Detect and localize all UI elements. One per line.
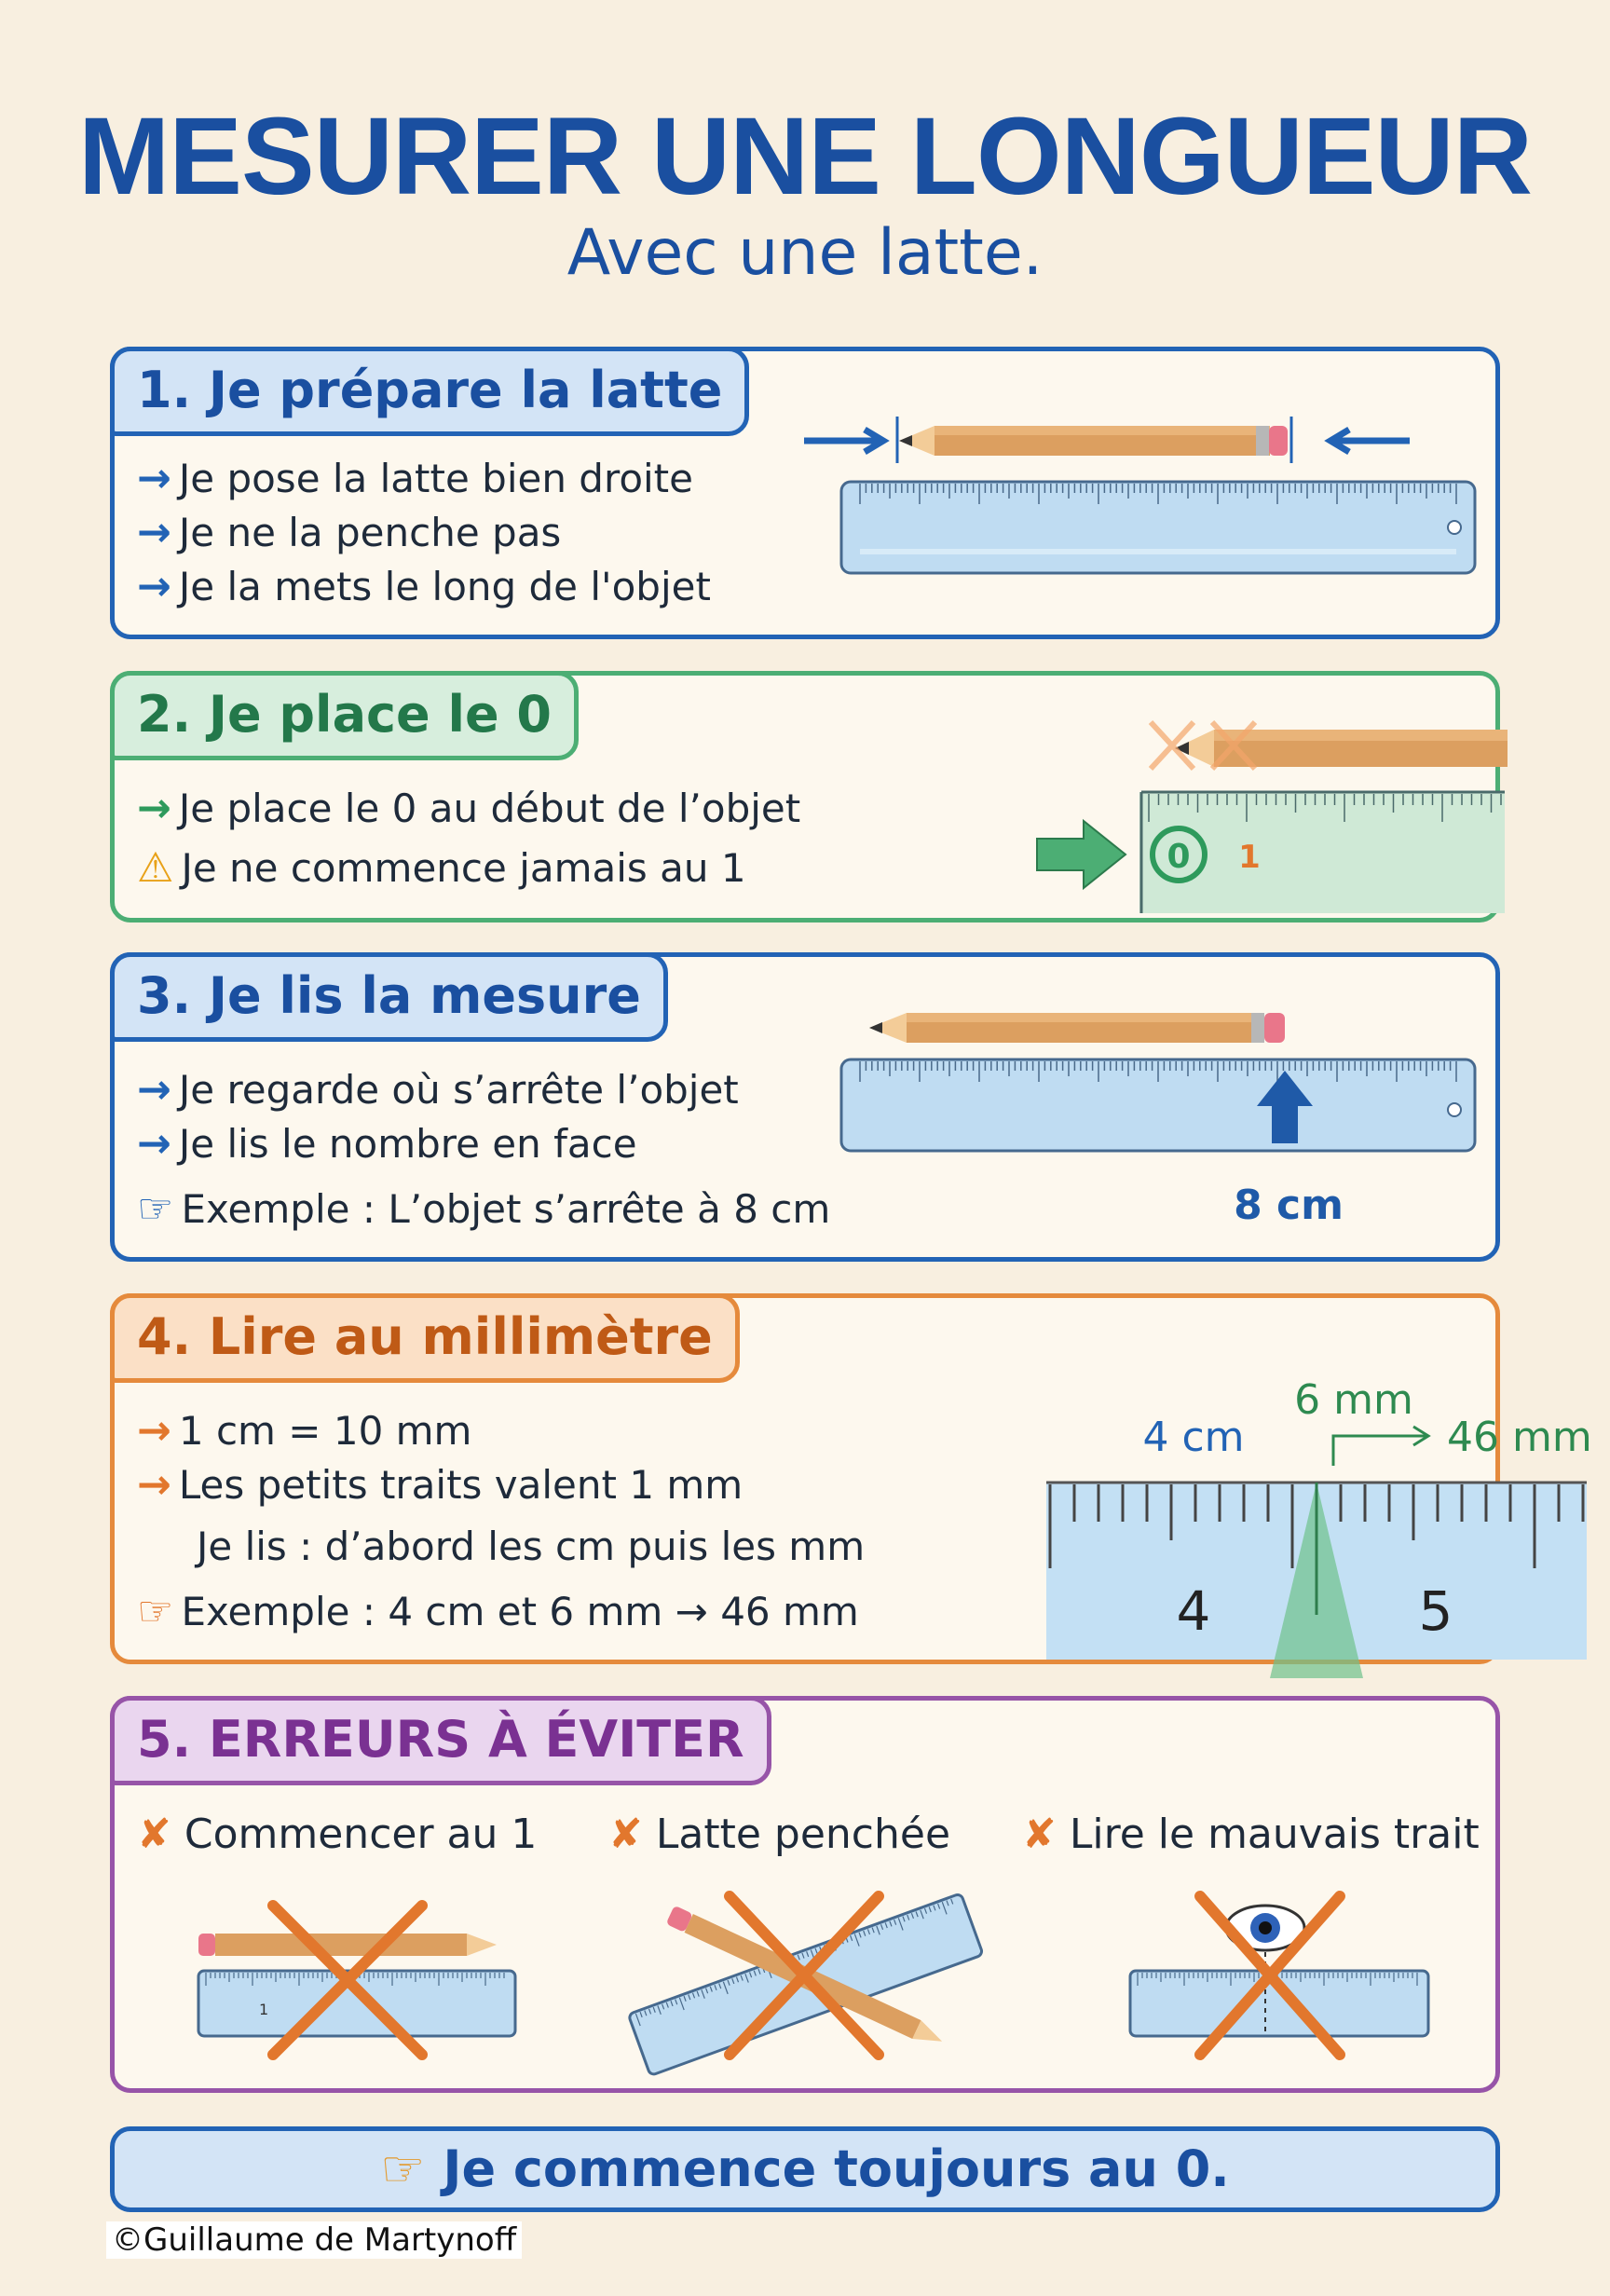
error-item: ✘ Commencer au 1 — [137, 1811, 538, 1858]
list-item: → 1 cm = 10 mm — [137, 1407, 472, 1455]
tick-label-5: 5 — [1418, 1579, 1453, 1643]
section-4-title: 4. Lire au millimètre — [110, 1293, 740, 1383]
page-title: MESURER UNE LONGUEUR — [78, 95, 1532, 218]
svg-text:1: 1 — [259, 2001, 269, 2018]
right-arrow-icon: → — [137, 509, 171, 556]
ruler-label-one: 1 — [1238, 839, 1261, 876]
example: ☞ Exemple : L’objet s’arrête à 8 cm — [137, 1185, 831, 1233]
section-2-title: 2. Je place le 0 — [110, 671, 579, 760]
list-item: ⚠ Je ne commence jamais au 1 — [137, 844, 746, 892]
credit: ©Guillaume de Martynoff — [106, 2221, 522, 2259]
section-prepare-ruler — [110, 347, 1500, 639]
right-arrow-icon: → — [137, 1066, 171, 1114]
section-3-title: 3. Je lis la mesure — [110, 952, 668, 1042]
reminder-banner: ☞ Je commence toujours au 0. — [110, 2126, 1500, 2212]
cross-icon: ✘ — [137, 1811, 171, 1858]
error-tilted-ruler — [618, 1878, 990, 2073]
section-1-title: 1. Je prépare la latte — [110, 347, 749, 436]
list-item: → Je ne la penche pas — [137, 509, 562, 556]
ruler-label-zero: 0 — [1167, 838, 1191, 876]
pencil — [899, 426, 1288, 456]
error-item: ✘ Latte penchée — [608, 1811, 951, 1858]
section-errors — [110, 1696, 1500, 2093]
millimeter-diagram — [935, 1335, 1592, 1661]
ruler — [841, 1059, 1475, 1151]
list-item: Je lis : d’abord les cm puis les mm — [197, 1524, 866, 1569]
error-item: ✘ Lire le mauvais trait — [1022, 1811, 1480, 1858]
list-item: → Je lis le nombre en face — [137, 1120, 637, 1168]
section-millimeter — [110, 1293, 1592, 1664]
example: ☞ Exemple : 4 cm et 6 mm → 46 mm — [137, 1588, 859, 1635]
right-arrow-icon — [1037, 821, 1126, 888]
cm-label: 4 cm — [1142, 1414, 1245, 1461]
list-item: → Je la mets le long de l'objet — [137, 563, 711, 610]
right-arrow-icon: → — [137, 455, 171, 502]
right-arrow-icon: → — [137, 1120, 171, 1168]
right-arrow-icon: → — [137, 1461, 171, 1509]
cross-icon: ✘ — [608, 1811, 643, 1858]
section-place-zero — [110, 671, 1500, 922]
section-read-measure — [110, 952, 1500, 1262]
pointing-hand-icon: ☞ — [137, 1588, 174, 1635]
section-5-title: 5. ERREURS À ÉVITER — [110, 1696, 771, 1785]
ruler — [841, 482, 1475, 573]
pointing-hand-icon: ☞ — [137, 1185, 174, 1233]
tick-label-4: 4 — [1176, 1579, 1211, 1643]
mm-label: 6 mm — [1294, 1376, 1413, 1424]
right-arrow-icon: → — [137, 563, 171, 610]
page-subtitle: Avec une latte. — [566, 216, 1044, 290]
ruler-pencil-illustration — [776, 407, 1466, 594]
measure-illustration — [776, 994, 1466, 1246]
right-arrow-icon: → — [137, 1407, 171, 1455]
warning-icon: ⚠ — [137, 844, 174, 892]
pencil — [869, 1013, 1285, 1043]
list-item: → Je pose la latte bien droite — [137, 455, 693, 502]
error-wrong-line — [1121, 1887, 1438, 2073]
pointing-hand-icon: ☞ — [380, 2139, 426, 2198]
total-label: 46 mm — [1447, 1414, 1592, 1461]
cross-icon: ✘ — [1022, 1811, 1057, 1858]
list-item: → Je place le 0 au début de l’objet — [137, 785, 801, 832]
zero-placement-illustration — [916, 694, 1503, 918]
right-arrow-icon: → — [137, 785, 171, 832]
list-item: → Je regarde où s’arrête l’objet — [137, 1066, 739, 1114]
list-item: → Les petits traits valent 1 mm — [137, 1461, 744, 1509]
error-start-at-one — [189, 1887, 525, 2073]
measure-label: 8 cm — [1234, 1182, 1344, 1229]
